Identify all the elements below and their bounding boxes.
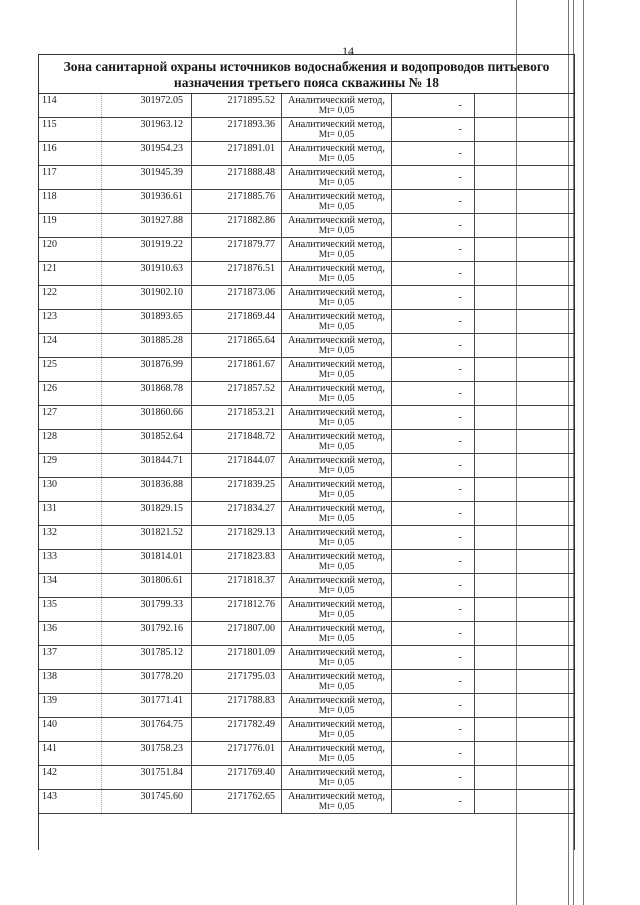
method-cell — [281, 502, 391, 525]
accuracy-label: Mt= 0,05 — [318, 658, 355, 668]
description-cell: - — [391, 310, 474, 333]
description-cell: - — [391, 382, 474, 405]
table-body — [39, 94, 574, 814]
y-coordinate-cell: 2171818.37 — [191, 574, 281, 597]
title-line-2: назначения третьего пояса скважины № 18 — [173, 75, 440, 90]
table-title — [39, 54, 574, 94]
table-row — [39, 214, 574, 238]
method-cell — [281, 214, 391, 237]
point-number-cell: 137 — [42, 647, 57, 658]
accuracy-label: Mt= 0,05 — [318, 370, 355, 380]
method-label: Аналитический метод, — [288, 407, 385, 418]
method-label: Аналитический метод, — [288, 143, 385, 154]
y-coordinate-cell: 2171888.48 — [191, 166, 281, 189]
x-coordinate-cell: 301885.28 — [101, 334, 191, 357]
point-number-cell: 117 — [42, 167, 57, 178]
point-number-cell: 115 — [42, 119, 57, 130]
accuracy-label: Mt= 0,05 — [318, 634, 355, 644]
method-label: Аналитический метод, — [288, 647, 385, 658]
method-label: Аналитический метод, — [288, 287, 385, 298]
point-number-cell: 131 — [42, 503, 57, 514]
method-cell — [281, 598, 391, 621]
accuracy-label: Mt= 0,05 — [318, 130, 355, 140]
x-coordinate-cell: 301927.88 — [101, 214, 191, 237]
method-cell — [281, 526, 391, 549]
y-coordinate-cell: 2171876.51 — [191, 262, 281, 285]
description-cell: - — [391, 286, 474, 309]
empty-cell — [474, 598, 574, 621]
empty-cell — [474, 718, 574, 741]
table-row — [39, 406, 574, 430]
description-cell: - — [391, 742, 474, 765]
table-row — [39, 286, 574, 310]
point-number-cell: 139 — [42, 695, 57, 706]
x-coordinate-cell: 301963.12 — [101, 118, 191, 141]
method-label: Аналитический метод, — [288, 359, 385, 370]
point-number-cell: 140 — [42, 719, 57, 730]
accuracy-label: Mt= 0,05 — [318, 802, 355, 812]
page-number: 14 — [342, 44, 354, 58]
method-label: Аналитический метод, — [288, 167, 385, 178]
table-row — [39, 670, 574, 694]
empty-cell — [474, 670, 574, 693]
method-cell — [281, 550, 391, 573]
point-number-cell: 125 — [42, 359, 57, 370]
description-cell: - — [391, 622, 474, 645]
empty-cell — [474, 214, 574, 237]
y-coordinate-cell: 2171844.07 — [191, 454, 281, 477]
method-cell — [281, 286, 391, 309]
y-coordinate-cell: 2171762.65 — [191, 790, 281, 813]
x-coordinate-cell: 301778.20 — [101, 670, 191, 693]
point-number-cell: 132 — [42, 527, 57, 538]
accuracy-label: Mt= 0,05 — [318, 514, 355, 524]
method-cell — [281, 262, 391, 285]
table-row — [39, 334, 574, 358]
method-label: Аналитический метод, — [288, 791, 385, 802]
empty-cell — [474, 454, 574, 477]
description-cell: - — [391, 214, 474, 237]
method-cell — [281, 94, 391, 117]
description-cell: - — [391, 358, 474, 381]
table-row — [39, 790, 574, 814]
table-row — [39, 646, 574, 670]
accuracy-label: Mt= 0,05 — [318, 394, 355, 404]
method-label: Аналитический метод, — [288, 599, 385, 610]
table-row — [39, 310, 574, 334]
table-row — [39, 358, 574, 382]
method-cell — [281, 742, 391, 765]
table-row — [39, 550, 574, 574]
accuracy-label: Mt= 0,05 — [318, 154, 355, 164]
description-cell: - — [391, 550, 474, 573]
x-coordinate-cell: 301936.61 — [101, 190, 191, 213]
method-cell — [281, 430, 391, 453]
description-cell: - — [391, 526, 474, 549]
x-coordinate-cell: 301893.65 — [101, 310, 191, 333]
table-row — [39, 694, 574, 718]
point-number-cell: 118 — [42, 191, 57, 202]
accuracy-label: Mt= 0,05 — [318, 562, 355, 572]
point-number-cell: 135 — [42, 599, 57, 610]
table-row — [39, 94, 574, 118]
y-coordinate-cell: 2171769.40 — [191, 766, 281, 789]
description-cell: - — [391, 190, 474, 213]
x-coordinate-cell: 301764.75 — [101, 718, 191, 741]
x-coordinate-cell: 301919.22 — [101, 238, 191, 261]
y-coordinate-cell: 2171857.52 — [191, 382, 281, 405]
point-number-cell: 130 — [42, 479, 57, 490]
accuracy-label: Mt= 0,05 — [318, 322, 355, 332]
y-coordinate-cell: 2171812.76 — [191, 598, 281, 621]
description-cell: - — [391, 670, 474, 693]
table-row — [39, 718, 574, 742]
y-coordinate-cell: 2171788.83 — [191, 694, 281, 717]
empty-cell — [474, 574, 574, 597]
x-coordinate-cell: 301745.60 — [101, 790, 191, 813]
x-coordinate-cell: 301814.01 — [101, 550, 191, 573]
empty-cell — [474, 190, 574, 213]
y-coordinate-cell: 2171879.77 — [191, 238, 281, 261]
x-coordinate-cell: 301799.33 — [101, 598, 191, 621]
method-cell — [281, 454, 391, 477]
accuracy-label: Mt= 0,05 — [318, 250, 355, 260]
table-row — [39, 526, 574, 550]
method-label: Аналитический метод, — [288, 119, 385, 130]
description-cell: - — [391, 790, 474, 813]
accuracy-label: Mt= 0,05 — [318, 106, 355, 116]
y-coordinate-cell: 2171873.06 — [191, 286, 281, 309]
empty-cell — [474, 694, 574, 717]
y-coordinate-cell: 2171882.86 — [191, 214, 281, 237]
empty-cell — [474, 142, 574, 165]
point-number-cell: 122 — [42, 287, 57, 298]
point-number-cell: 129 — [42, 455, 57, 466]
method-label: Аналитический метод, — [288, 383, 385, 394]
empty-cell — [474, 550, 574, 573]
coordinates-table — [38, 54, 575, 850]
method-label: Аналитический метод, — [288, 719, 385, 730]
description-cell: - — [391, 94, 474, 117]
x-coordinate-cell: 301806.61 — [101, 574, 191, 597]
method-cell — [281, 574, 391, 597]
point-number-cell: 133 — [42, 551, 57, 562]
accuracy-label: Mt= 0,05 — [318, 466, 355, 476]
x-coordinate-cell: 301972.05 — [101, 94, 191, 117]
description-cell: - — [391, 502, 474, 525]
description-cell: - — [391, 574, 474, 597]
accuracy-label: Mt= 0,05 — [318, 418, 355, 428]
x-coordinate-cell: 301821.52 — [101, 526, 191, 549]
point-number-cell: 136 — [42, 623, 57, 634]
x-coordinate-cell: 301792.16 — [101, 622, 191, 645]
method-label: Аналитический метод, — [288, 575, 385, 586]
description-cell: - — [391, 646, 474, 669]
table-row — [39, 502, 574, 526]
empty-cell — [474, 430, 574, 453]
method-label: Аналитический метод, — [288, 743, 385, 754]
x-coordinate-cell: 301771.41 — [101, 694, 191, 717]
description-cell: - — [391, 454, 474, 477]
accuracy-label: Mt= 0,05 — [318, 298, 355, 308]
point-number-cell: 143 — [42, 791, 57, 802]
description-cell: - — [391, 334, 474, 357]
x-coordinate-cell: 301902.10 — [101, 286, 191, 309]
point-number-cell: 134 — [42, 575, 57, 586]
method-label: Аналитический метод, — [288, 431, 385, 442]
accuracy-label: Mt= 0,05 — [318, 442, 355, 452]
y-coordinate-cell: 2171885.76 — [191, 190, 281, 213]
method-label: Аналитический метод, — [288, 95, 385, 106]
empty-cell — [474, 526, 574, 549]
method-label: Аналитический метод, — [288, 503, 385, 514]
table-row — [39, 454, 574, 478]
empty-cell — [474, 262, 574, 285]
y-coordinate-cell: 2171865.64 — [191, 334, 281, 357]
accuracy-label: Mt= 0,05 — [318, 778, 355, 788]
empty-cell — [474, 358, 574, 381]
table-row — [39, 118, 574, 142]
x-coordinate-cell: 301910.63 — [101, 262, 191, 285]
x-coordinate-cell: 301785.12 — [101, 646, 191, 669]
point-number-cell: 119 — [42, 215, 57, 226]
description-cell: - — [391, 166, 474, 189]
method-cell — [281, 670, 391, 693]
empty-cell — [474, 502, 574, 525]
empty-cell — [474, 382, 574, 405]
empty-cell — [474, 286, 574, 309]
method-label: Аналитический метод, — [288, 623, 385, 634]
description-cell: - — [391, 718, 474, 741]
point-number-cell: 116 — [42, 143, 57, 154]
method-label: Аналитический метод, — [288, 455, 385, 466]
table-row — [39, 238, 574, 262]
y-coordinate-cell: 2171782.49 — [191, 718, 281, 741]
method-cell — [281, 190, 391, 213]
method-label: Аналитический метод, — [288, 215, 385, 226]
description-cell: - — [391, 478, 474, 501]
point-number-cell: 126 — [42, 383, 57, 394]
accuracy-label: Mt= 0,05 — [318, 610, 355, 620]
table-row — [39, 142, 574, 166]
x-coordinate-cell: 301844.71 — [101, 454, 191, 477]
empty-cell — [474, 406, 574, 429]
empty-cell — [474, 118, 574, 141]
empty-cell — [474, 766, 574, 789]
method-label: Аналитический метод, — [288, 671, 385, 682]
y-coordinate-cell: 2171834.27 — [191, 502, 281, 525]
empty-cell — [474, 742, 574, 765]
description-cell: - — [391, 238, 474, 261]
y-coordinate-cell: 2171893.36 — [191, 118, 281, 141]
x-coordinate-cell: 301852.64 — [101, 430, 191, 453]
accuracy-label: Mt= 0,05 — [318, 586, 355, 596]
x-coordinate-cell: 301751.84 — [101, 766, 191, 789]
point-number-cell: 128 — [42, 431, 57, 442]
x-coordinate-cell: 301954.23 — [101, 142, 191, 165]
method-cell — [281, 310, 391, 333]
table-row — [39, 382, 574, 406]
method-cell — [281, 358, 391, 381]
point-number-cell: 141 — [42, 743, 57, 754]
description-cell: - — [391, 598, 474, 621]
description-cell: - — [391, 142, 474, 165]
method-label: Аналитический метод, — [288, 695, 385, 706]
accuracy-label: Mt= 0,05 — [318, 226, 355, 236]
y-coordinate-cell: 2171776.01 — [191, 742, 281, 765]
table-row — [39, 574, 574, 598]
table-row — [39, 622, 574, 646]
method-label: Аналитический метод, — [288, 335, 385, 346]
point-number-cell: 138 — [42, 671, 57, 682]
empty-cell — [474, 790, 574, 813]
point-number-cell: 123 — [42, 311, 57, 322]
description-cell: - — [391, 262, 474, 285]
method-label: Аналитический метод, — [288, 551, 385, 562]
point-number-cell: 142 — [42, 767, 57, 778]
y-coordinate-cell: 2171795.03 — [191, 670, 281, 693]
empty-cell — [474, 310, 574, 333]
table-row — [39, 766, 574, 790]
table-row — [39, 598, 574, 622]
empty-cell — [474, 166, 574, 189]
x-coordinate-cell: 301945.39 — [101, 166, 191, 189]
table-row — [39, 478, 574, 502]
table-row — [39, 190, 574, 214]
accuracy-label: Mt= 0,05 — [318, 538, 355, 548]
method-cell — [281, 166, 391, 189]
x-coordinate-cell: 301860.66 — [101, 406, 191, 429]
table-row — [39, 742, 574, 766]
method-cell — [281, 406, 391, 429]
y-coordinate-cell: 2171807.00 — [191, 622, 281, 645]
y-coordinate-cell: 2171861.67 — [191, 358, 281, 381]
method-cell — [281, 718, 391, 741]
accuracy-label: Mt= 0,05 — [318, 706, 355, 716]
point-number-cell: 124 — [42, 335, 57, 346]
empty-cell — [474, 478, 574, 501]
empty-cell — [474, 238, 574, 261]
y-coordinate-cell: 2171848.72 — [191, 430, 281, 453]
y-coordinate-cell: 2171829.13 — [191, 526, 281, 549]
x-coordinate-cell: 301836.88 — [101, 478, 191, 501]
method-cell — [281, 790, 391, 813]
y-coordinate-cell: 2171839.25 — [191, 478, 281, 501]
description-cell: - — [391, 694, 474, 717]
description-cell: - — [391, 118, 474, 141]
y-coordinate-cell: 2171891.01 — [191, 142, 281, 165]
method-cell — [281, 694, 391, 717]
method-cell — [281, 646, 391, 669]
point-number-cell: 120 — [42, 239, 57, 250]
method-label: Аналитический метод, — [288, 263, 385, 274]
accuracy-label: Mt= 0,05 — [318, 490, 355, 500]
x-coordinate-cell: 301876.99 — [101, 358, 191, 381]
method-cell — [281, 334, 391, 357]
y-coordinate-cell: 2171869.44 — [191, 310, 281, 333]
table-row — [39, 166, 574, 190]
y-coordinate-cell: 2171801.09 — [191, 646, 281, 669]
method-cell — [281, 118, 391, 141]
table-row — [39, 430, 574, 454]
x-coordinate-cell: 301829.15 — [101, 502, 191, 525]
empty-cell — [474, 334, 574, 357]
method-cell — [281, 238, 391, 261]
y-coordinate-cell: 2171895.52 — [191, 94, 281, 117]
empty-cell — [474, 94, 574, 117]
method-label: Аналитический метод, — [288, 191, 385, 202]
point-number-cell: 127 — [42, 407, 57, 418]
description-cell: - — [391, 430, 474, 453]
table-row — [39, 262, 574, 286]
empty-cell — [474, 622, 574, 645]
method-cell — [281, 622, 391, 645]
method-label: Аналитический метод, — [288, 527, 385, 538]
method-label: Аналитический метод, — [288, 239, 385, 250]
method-label: Аналитический метод, — [288, 767, 385, 778]
title-line-1: Зона санитарной охраны источников водоснабжения и водопроводов питьевого — [63, 59, 550, 74]
method-cell — [281, 478, 391, 501]
accuracy-label: Mt= 0,05 — [318, 682, 355, 692]
method-cell — [281, 382, 391, 405]
scan-margin-line — [583, 0, 584, 905]
method-label: Аналитический метод, — [288, 479, 385, 490]
x-coordinate-cell: 301868.78 — [101, 382, 191, 405]
point-number-cell: 121 — [42, 263, 57, 274]
x-coordinate-cell: 301758.23 — [101, 742, 191, 765]
method-cell — [281, 142, 391, 165]
method-cell — [281, 766, 391, 789]
accuracy-label: Mt= 0,05 — [318, 178, 355, 188]
accuracy-label: Mt= 0,05 — [318, 274, 355, 284]
accuracy-label: Mt= 0,05 — [318, 730, 355, 740]
y-coordinate-cell: 2171823.83 — [191, 550, 281, 573]
description-cell: - — [391, 766, 474, 789]
description-cell: - — [391, 406, 474, 429]
y-coordinate-cell: 2171853.21 — [191, 406, 281, 429]
accuracy-label: Mt= 0,05 — [318, 346, 355, 356]
method-label: Аналитический метод, — [288, 311, 385, 322]
accuracy-label: Mt= 0,05 — [318, 754, 355, 764]
accuracy-label: Mt= 0,05 — [318, 202, 355, 212]
point-number-cell: 114 — [42, 95, 57, 106]
empty-cell — [474, 646, 574, 669]
